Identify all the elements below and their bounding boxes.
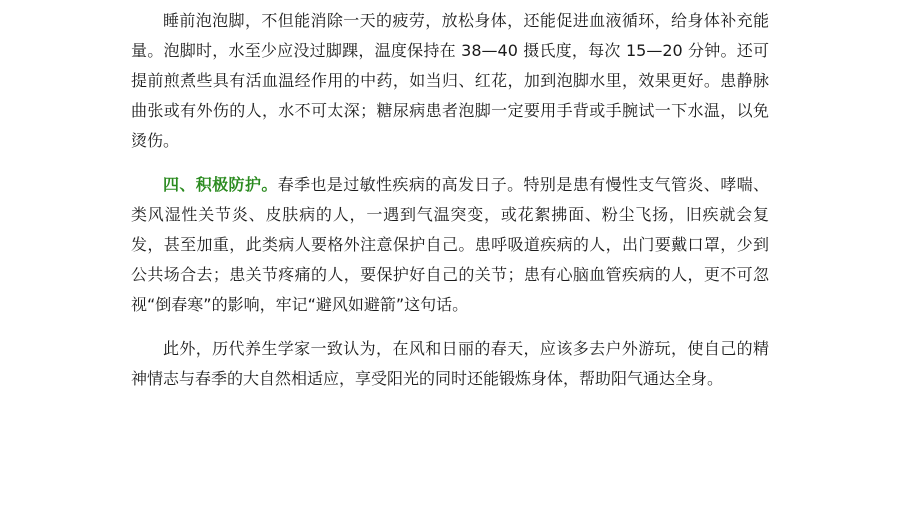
paragraph-text: 睡前泡泡脚，不但能消除一天的疲劳，放松身体，还能促进血液循环，给身体补充能量。泡脚时，水至少应没过脚踝，温度保持在 38—40 摄氏度，每次 15—20 分钟。还可提前煎煮些具有活血温经作用的中药，如当归、红花，加到泡脚水里，效果更好。患静脉曲张或有外伤的人，水不可太深；糖尿病患者泡脚一定要用手背或手腕试一下水温，以免烫伤。: [131, 11, 769, 150]
paragraph-outdoor: [131, 334, 769, 394]
paragraph-active-protection: [131, 170, 769, 320]
paragraph-text: 此外，历代养生学家一致认为，在风和日丽的春天，应该多去户外游玩，使自己的精神情志与春季的大自然相适应，享受阳光的同时还能锻炼身体，帮助阳气通达全身。: [131, 339, 769, 388]
article-body: [131, 6, 769, 394]
paragraph-text: 春季也是过敏性疾病的高发日子。特别是患有慢性支气管炎、哮喘、类风湿性关节炎、皮肤病的人，一遇到气温突变，或花絮拂面、粉尘飞扬，旧疾就会复发，甚至加重，此类病人要格外注意保护自己。患呼吸道疾病的人，出门要戴口罩，少到公共场合去；患关节疼痛的人，要保护好自己的关节；患有心脑血管疾病的人，更不可忽视“倒春寒”的影响，牢记“避风如避箭”这句话。: [131, 175, 769, 314]
paragraph-foot-soak: [131, 6, 769, 156]
section-heading: 四、积极防护。: [163, 175, 278, 194]
